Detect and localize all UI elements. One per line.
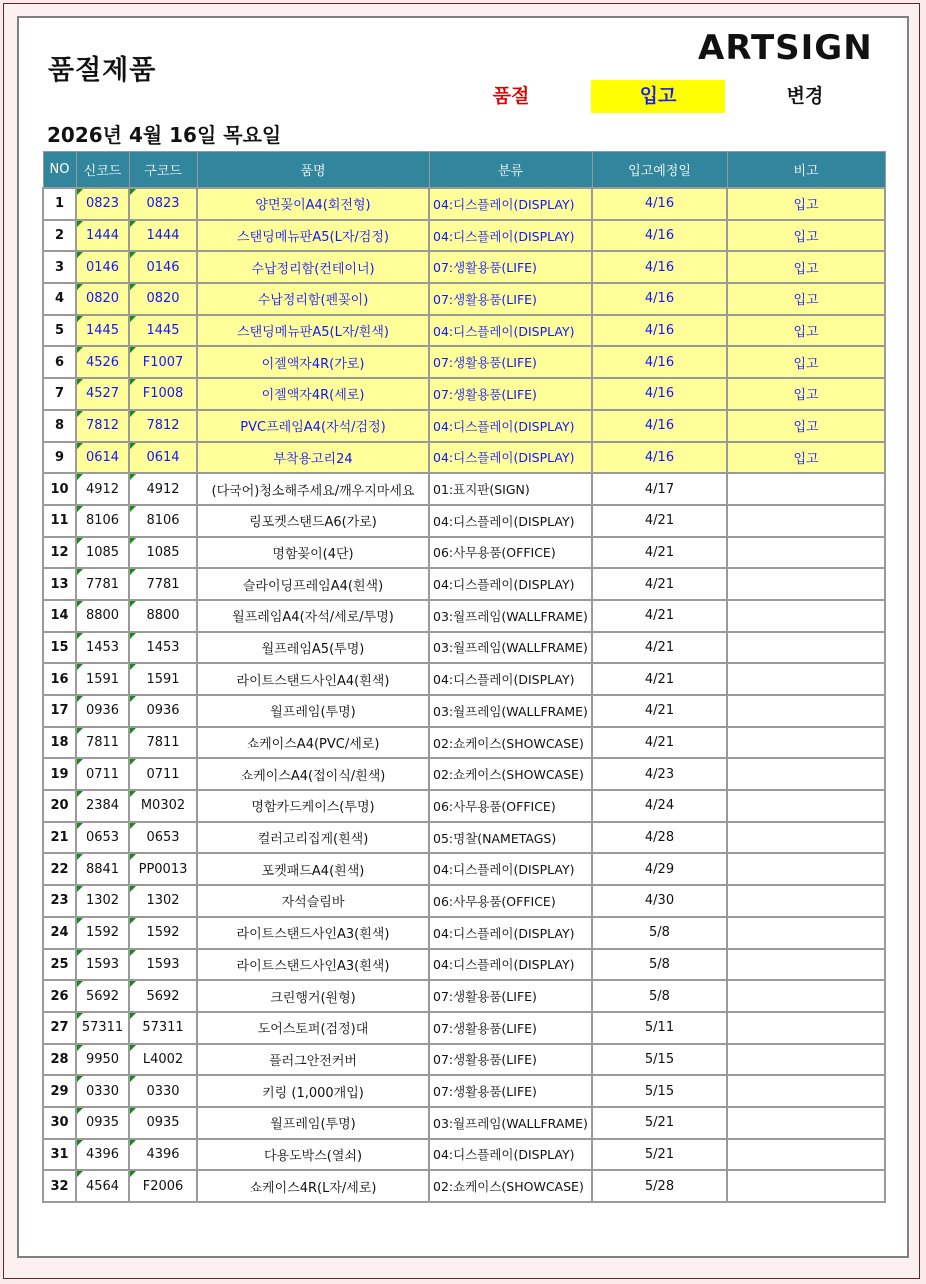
row-no-cell[interactable]: 31 (43, 1139, 76, 1171)
table-row (43, 980, 885, 1012)
row-old-code-cell[interactable]: 1085 (129, 537, 197, 569)
row-no-cell[interactable]: 24 (43, 917, 76, 949)
row-name-cell[interactable]: 수납정리함(펜꽂이) (197, 283, 429, 315)
row-name-cell[interactable]: 명함카드케이스(투명) (197, 790, 429, 822)
row-category-cell[interactable]: 04:디스플레이(DISPLAY) (429, 1139, 592, 1171)
row-name-cell[interactable]: 다용도박스(열쇠) (197, 1139, 429, 1171)
row-old-code-cell[interactable]: 1302 (129, 885, 197, 917)
table-row (43, 537, 885, 569)
table-row (43, 727, 885, 759)
row-no-cell[interactable]: 1 (43, 188, 76, 220)
row-name-cell[interactable]: 쇼케이스4R(L자/세로) (197, 1170, 429, 1202)
row-no-cell[interactable]: 20 (43, 790, 76, 822)
row-name-cell[interactable]: 월프레임(투명) (197, 1107, 429, 1139)
row-new-code-cell[interactable]: 2384 (76, 790, 129, 822)
row-name-cell[interactable]: 자석슬림바 (197, 885, 429, 917)
table-row (43, 220, 885, 252)
col-header-name[interactable]: 품명 (197, 152, 429, 189)
row-category-cell[interactable]: 04:디스플레이(DISPLAY) (429, 442, 592, 474)
row-date-cell[interactable]: 4/21 (592, 568, 727, 600)
row-old-code-cell[interactable]: 0146 (129, 251, 197, 283)
row-note-cell[interactable] (727, 949, 885, 981)
row-name-cell[interactable]: PVC프레임A4(자석/검정) (197, 410, 429, 442)
row-name-cell[interactable]: 컬러고리집게(흰색) (197, 822, 429, 854)
row-old-code-cell[interactable]: 5692 (129, 980, 197, 1012)
table-row (43, 283, 885, 315)
table-row (43, 1107, 885, 1139)
row-date-cell[interactable]: 4/21 (592, 632, 727, 664)
table-body (43, 188, 885, 1202)
row-date-cell[interactable]: 5/28 (592, 1170, 727, 1202)
table-row (43, 917, 885, 949)
row-category-cell[interactable]: 07:생활용품(LIFE) (429, 251, 592, 283)
table-row (43, 442, 885, 474)
table-row (43, 1170, 885, 1202)
row-note-cell[interactable] (727, 1012, 885, 1044)
row-category-cell[interactable]: 07:생활용품(LIFE) (429, 1044, 592, 1076)
row-date-cell[interactable]: 4/21 (592, 600, 727, 632)
row-category-cell[interactable]: 07:생활용품(LIFE) (429, 283, 592, 315)
row-note-cell[interactable] (727, 663, 885, 695)
row-name-cell[interactable]: 라이트스탠드사인A3(흰색) (197, 949, 429, 981)
row-date-cell[interactable]: 4/21 (592, 727, 727, 759)
row-note-cell[interactable] (727, 695, 885, 727)
col-header-new-code[interactable]: 신코드 (76, 152, 129, 189)
row-note-cell[interactable]: 입고 (727, 188, 885, 220)
row-note-cell[interactable] (727, 853, 885, 885)
table-row (43, 632, 885, 664)
row-new-code-cell[interactable]: 1591 (76, 663, 129, 695)
row-category-cell[interactable]: 02:쇼케이스(SHOWCASE) (429, 727, 592, 759)
row-new-code-cell[interactable]: 1085 (76, 537, 129, 569)
row-no-cell[interactable]: 18 (43, 727, 76, 759)
table-row (43, 790, 885, 822)
row-no-cell[interactable]: 6 (43, 346, 76, 378)
row-new-code-cell[interactable]: 0936 (76, 695, 129, 727)
row-note-cell[interactable] (727, 885, 885, 917)
row-new-code-cell[interactable]: 1592 (76, 917, 129, 949)
row-category-cell[interactable]: 04:디스플레이(DISPLAY) (429, 663, 592, 695)
row-new-code-cell[interactable]: 8800 (76, 600, 129, 632)
row-note-cell[interactable]: 입고 (727, 378, 885, 410)
row-new-code-cell[interactable]: 4526 (76, 346, 129, 378)
legend-change: 변경 (786, 85, 824, 107)
row-name-cell[interactable]: 이젤액자4R(세로) (197, 378, 429, 410)
row-note-cell[interactable] (727, 1170, 885, 1202)
row-old-code-cell[interactable]: 1592 (129, 917, 197, 949)
row-new-code-cell[interactable]: 57311 (76, 1012, 129, 1044)
row-date-cell[interactable]: 5/21 (592, 1107, 727, 1139)
row-note-cell[interactable] (727, 758, 885, 790)
row-new-code-cell[interactable]: 0820 (76, 283, 129, 315)
row-no-cell[interactable]: 22 (43, 853, 76, 885)
row-old-code-cell[interactable]: 7781 (129, 568, 197, 600)
table-row (43, 188, 885, 220)
row-old-code-cell[interactable]: 4396 (129, 1139, 197, 1171)
row-name-cell[interactable]: 월프레임A4(자석/세로/투명) (197, 600, 429, 632)
table-row (43, 885, 885, 917)
row-new-code-cell[interactable]: 9950 (76, 1044, 129, 1076)
table-row (43, 251, 885, 283)
legend-soldout: 품절 (492, 85, 530, 107)
row-name-cell[interactable]: 링포켓스탠드A6(가로) (197, 505, 429, 537)
row-no-cell[interactable]: 17 (43, 695, 76, 727)
col-header-category[interactable]: 분류 (429, 152, 592, 189)
row-note-cell[interactable] (727, 1075, 885, 1107)
row-no-cell[interactable]: 13 (43, 568, 76, 600)
row-new-code-cell[interactable]: 0614 (76, 442, 129, 474)
table-header-row (43, 152, 885, 189)
row-new-code-cell[interactable]: 4912 (76, 473, 129, 505)
row-no-cell[interactable]: 4 (43, 283, 76, 315)
row-new-code-cell[interactable]: 8106 (76, 505, 129, 537)
row-note-cell[interactable] (727, 600, 885, 632)
row-note-cell[interactable]: 입고 (727, 346, 885, 378)
row-category-cell[interactable]: 06:사무용품(OFFICE) (429, 790, 592, 822)
table-row (43, 695, 885, 727)
row-old-code-cell[interactable]: 8106 (129, 505, 197, 537)
row-category-cell[interactable]: 05:명찰(NAMETAGS) (429, 822, 592, 854)
brand-logo: ARTSIGN (698, 28, 873, 68)
row-old-code-cell[interactable]: 0936 (129, 695, 197, 727)
row-no-cell[interactable]: 15 (43, 632, 76, 664)
row-date-cell[interactable]: 5/8 (592, 949, 727, 981)
row-category-cell[interactable]: 07:생활용품(LIFE) (429, 1075, 592, 1107)
row-date-cell[interactable]: 4/16 (592, 315, 727, 347)
row-no-cell[interactable]: 23 (43, 885, 76, 917)
row-date-cell[interactable]: 4/16 (592, 188, 727, 220)
row-name-cell[interactable]: 월프레임A5(투명) (197, 632, 429, 664)
row-no-cell[interactable]: 25 (43, 949, 76, 981)
row-date-cell[interactable]: 4/29 (592, 853, 727, 885)
table-row (43, 758, 885, 790)
row-new-code-cell[interactable]: 0653 (76, 822, 129, 854)
row-old-code-cell[interactable]: PP0013 (129, 853, 197, 885)
table-row (43, 473, 885, 505)
table-row (43, 663, 885, 695)
row-date-cell[interactable]: 4/16 (592, 378, 727, 410)
row-date-cell[interactable]: 4/21 (592, 505, 727, 537)
row-new-code-cell[interactable]: 0146 (76, 251, 129, 283)
table-row (43, 410, 885, 442)
row-old-code-cell[interactable]: 7812 (129, 410, 197, 442)
row-no-cell[interactable]: 3 (43, 251, 76, 283)
row-category-cell[interactable]: 04:디스플레이(DISPLAY) (429, 917, 592, 949)
row-note-cell[interactable] (727, 537, 885, 569)
row-date-cell[interactable]: 4/21 (592, 695, 727, 727)
row-no-cell[interactable]: 7 (43, 378, 76, 410)
row-new-code-cell[interactable]: 0330 (76, 1075, 129, 1107)
row-no-cell[interactable]: 21 (43, 822, 76, 854)
row-name-cell[interactable]: 도어스토퍼(검정)대 (197, 1012, 429, 1044)
row-name-cell[interactable]: 쇼케이스A4(PVC/세로) (197, 727, 429, 759)
page-title: 품절제품 (48, 55, 157, 86)
row-note-cell[interactable] (727, 505, 885, 537)
row-date-cell[interactable]: 4/30 (592, 885, 727, 917)
row-no-cell[interactable]: 2 (43, 220, 76, 252)
row-note-cell[interactable]: 입고 (727, 410, 885, 442)
report-date: 2026년 4월 16일 목요일 (47, 123, 282, 147)
row-category-cell[interactable]: 03:월프레임(WALLFRAME) (429, 600, 592, 632)
row-name-cell[interactable]: 명함꽂이(4단) (197, 537, 429, 569)
row-old-code-cell[interactable]: L4002 (129, 1044, 197, 1076)
table-row (43, 1012, 885, 1044)
row-category-cell[interactable]: 04:디스플레이(DISPLAY) (429, 505, 592, 537)
row-old-code-cell[interactable]: 57311 (129, 1012, 197, 1044)
table-row (43, 568, 885, 600)
row-name-cell[interactable]: 포켓패드A4(흰색) (197, 853, 429, 885)
table-row (43, 600, 885, 632)
row-note-cell[interactable]: 입고 (727, 283, 885, 315)
row-note-cell[interactable] (727, 568, 885, 600)
row-category-cell[interactable]: 03:월프레임(WALLFRAME) (429, 632, 592, 664)
row-category-cell[interactable]: 04:디스플레이(DISPLAY) (429, 315, 592, 347)
row-note-cell[interactable] (727, 473, 885, 505)
row-date-cell[interactable]: 4/21 (592, 663, 727, 695)
row-name-cell[interactable]: (다국어)청소해주세요/깨우지마세요 (197, 473, 429, 505)
row-new-code-cell[interactable]: 1302 (76, 885, 129, 917)
row-date-cell[interactable]: 4/21 (592, 537, 727, 569)
row-name-cell[interactable]: 쇼케이스A4(접이식/흰색) (197, 758, 429, 790)
row-new-code-cell[interactable]: 0935 (76, 1107, 129, 1139)
row-name-cell[interactable]: 키링 (1,000개입) (197, 1075, 429, 1107)
row-date-cell[interactable]: 4/16 (592, 251, 727, 283)
row-no-cell[interactable]: 10 (43, 473, 76, 505)
row-new-code-cell[interactable]: 4396 (76, 1139, 129, 1171)
table-row (43, 1075, 885, 1107)
row-date-cell[interactable]: 4/23 (592, 758, 727, 790)
row-category-cell[interactable]: 04:디스플레이(DISPLAY) (429, 188, 592, 220)
row-old-code-cell[interactable]: 0823 (129, 188, 197, 220)
row-no-cell[interactable]: 16 (43, 663, 76, 695)
row-category-cell[interactable]: 07:생활용품(LIFE) (429, 378, 592, 410)
row-no-cell[interactable]: 19 (43, 758, 76, 790)
row-date-cell[interactable]: 5/11 (592, 1012, 727, 1044)
row-new-code-cell[interactable]: 4564 (76, 1170, 129, 1202)
row-new-code-cell[interactable]: 7812 (76, 410, 129, 442)
row-old-code-cell[interactable]: 0711 (129, 758, 197, 790)
row-no-cell[interactable]: 32 (43, 1170, 76, 1202)
row-name-cell[interactable]: 양면꽂이A4(회전형) (197, 188, 429, 220)
row-new-code-cell[interactable]: 0711 (76, 758, 129, 790)
row-date-cell[interactable]: 5/15 (592, 1075, 727, 1107)
row-date-cell[interactable]: 4/28 (592, 822, 727, 854)
row-category-cell[interactable]: 04:디스플레이(DISPLAY) (429, 568, 592, 600)
row-note-cell[interactable] (727, 1044, 885, 1076)
row-note-cell[interactable]: 입고 (727, 220, 885, 252)
row-date-cell[interactable]: 4/17 (592, 473, 727, 505)
row-date-cell[interactable]: 4/16 (592, 346, 727, 378)
row-category-cell[interactable]: 06:사무용품(OFFICE) (429, 537, 592, 569)
table-row (43, 346, 885, 378)
row-category-cell[interactable]: 01:표지판(SIGN) (429, 473, 592, 505)
row-no-cell[interactable]: 11 (43, 505, 76, 537)
row-note-cell[interactable] (727, 790, 885, 822)
product-table (42, 151, 886, 1203)
row-name-cell[interactable]: 수납정리함(컨테이너) (197, 251, 429, 283)
row-new-code-cell[interactable]: 1444 (76, 220, 129, 252)
row-name-cell[interactable]: 스탠딩메뉴판A5(L자/검정) (197, 220, 429, 252)
row-old-code-cell[interactable]: 7811 (129, 727, 197, 759)
row-date-cell[interactable]: 4/16 (592, 220, 727, 252)
row-note-cell[interactable] (727, 1139, 885, 1171)
row-new-code-cell[interactable]: 1445 (76, 315, 129, 347)
row-no-cell[interactable]: 30 (43, 1107, 76, 1139)
row-old-code-cell[interactable]: 8800 (129, 600, 197, 632)
row-new-code-cell[interactable]: 7811 (76, 727, 129, 759)
row-old-code-cell[interactable]: 0820 (129, 283, 197, 315)
row-old-code-cell[interactable]: 0330 (129, 1075, 197, 1107)
row-date-cell[interactable]: 5/8 (592, 980, 727, 1012)
col-header-old-code[interactable]: 구코드 (129, 152, 197, 189)
row-name-cell[interactable]: 라이트스탠드사인A4(흰색) (197, 663, 429, 695)
row-new-code-cell[interactable]: 4527 (76, 378, 129, 410)
row-old-code-cell[interactable]: M0302 (129, 790, 197, 822)
table-row (43, 378, 885, 410)
row-name-cell[interactable]: 슬라이딩프레임A4(흰색) (197, 568, 429, 600)
row-note-cell[interactable]: 입고 (727, 442, 885, 474)
row-date-cell[interactable]: 5/15 (592, 1044, 727, 1076)
row-note-cell[interactable] (727, 632, 885, 664)
row-old-code-cell[interactable]: 1593 (129, 949, 197, 981)
row-old-code-cell[interactable]: F1007 (129, 346, 197, 378)
row-name-cell[interactable]: 크린행거(원형) (197, 980, 429, 1012)
row-category-cell[interactable]: 02:쇼케이스(SHOWCASE) (429, 758, 592, 790)
row-note-cell[interactable]: 입고 (727, 251, 885, 283)
row-date-cell[interactable]: 4/16 (592, 283, 727, 315)
row-new-code-cell[interactable]: 1453 (76, 632, 129, 664)
row-date-cell[interactable]: 4/16 (592, 442, 727, 474)
row-category-cell[interactable]: 04:디스플레이(DISPLAY) (429, 220, 592, 252)
row-new-code-cell[interactable]: 0823 (76, 188, 129, 220)
row-no-cell[interactable]: 8 (43, 410, 76, 442)
row-note-cell[interactable] (727, 727, 885, 759)
row-name-cell[interactable]: 부착용고리24 (197, 442, 429, 474)
row-old-code-cell[interactable]: 0614 (129, 442, 197, 474)
row-new-code-cell[interactable]: 8841 (76, 853, 129, 885)
row-category-cell[interactable]: 07:생활용품(LIFE) (429, 980, 592, 1012)
row-category-cell[interactable]: 07:생활용품(LIFE) (429, 1012, 592, 1044)
row-name-cell[interactable]: 라이트스탠드사인A3(흰색) (197, 917, 429, 949)
row-date-cell[interactable]: 5/8 (592, 917, 727, 949)
row-note-cell[interactable] (727, 1107, 885, 1139)
row-no-cell[interactable]: 29 (43, 1075, 76, 1107)
row-no-cell[interactable]: 14 (43, 600, 76, 632)
row-old-code-cell[interactable]: 1591 (129, 663, 197, 695)
legend-instock: 입고 (591, 80, 725, 113)
row-note-cell[interactable] (727, 917, 885, 949)
row-category-cell[interactable]: 04:디스플레이(DISPLAY) (429, 853, 592, 885)
row-note-cell[interactable] (727, 980, 885, 1012)
row-name-cell[interactable]: 이젤액자4R(가로) (197, 346, 429, 378)
row-name-cell[interactable]: 플러그안전커버 (197, 1044, 429, 1076)
table-row (43, 315, 885, 347)
col-header-no[interactable]: NO (43, 152, 76, 189)
row-new-code-cell[interactable]: 7781 (76, 568, 129, 600)
row-no-cell[interactable]: 9 (43, 442, 76, 474)
row-no-cell[interactable]: 27 (43, 1012, 76, 1044)
row-new-code-cell[interactable]: 1593 (76, 949, 129, 981)
row-no-cell[interactable]: 26 (43, 980, 76, 1012)
table-row (43, 505, 885, 537)
row-old-code-cell[interactable]: F1008 (129, 378, 197, 410)
row-category-cell[interactable]: 03:월프레임(WALLFRAME) (429, 695, 592, 727)
row-old-code-cell[interactable]: 0653 (129, 822, 197, 854)
row-category-cell[interactable]: 04:디스플레이(DISPLAY) (429, 410, 592, 442)
row-note-cell[interactable]: 입고 (727, 315, 885, 347)
row-old-code-cell[interactable]: 0935 (129, 1107, 197, 1139)
row-category-cell[interactable]: 04:디스플레이(DISPLAY) (429, 949, 592, 981)
row-date-cell[interactable]: 4/24 (592, 790, 727, 822)
row-old-code-cell[interactable]: 1445 (129, 315, 197, 347)
row-old-code-cell[interactable]: 1453 (129, 632, 197, 664)
row-no-cell[interactable]: 12 (43, 537, 76, 569)
row-date-cell[interactable]: 5/21 (592, 1139, 727, 1171)
table-row (43, 822, 885, 854)
row-no-cell[interactable]: 28 (43, 1044, 76, 1076)
row-category-cell[interactable]: 02:쇼케이스(SHOWCASE) (429, 1170, 592, 1202)
table-row (43, 1139, 885, 1171)
row-date-cell[interactable]: 4/16 (592, 410, 727, 442)
row-new-code-cell[interactable]: 5692 (76, 980, 129, 1012)
row-name-cell[interactable]: 스탠딩메뉴판A5(L자/흰색) (197, 315, 429, 347)
row-note-cell[interactable] (727, 822, 885, 854)
row-category-cell[interactable]: 07:생활용품(LIFE) (429, 346, 592, 378)
col-header-note[interactable]: 비고 (727, 152, 885, 189)
table-row (43, 949, 885, 981)
row-no-cell[interactable]: 5 (43, 315, 76, 347)
row-old-code-cell[interactable]: F2006 (129, 1170, 197, 1202)
table-row (43, 1044, 885, 1076)
row-category-cell[interactable]: 03:월프레임(WALLFRAME) (429, 1107, 592, 1139)
row-name-cell[interactable]: 월프레임(투명) (197, 695, 429, 727)
row-old-code-cell[interactable]: 1444 (129, 220, 197, 252)
col-header-date[interactable]: 입고예정일 (592, 152, 727, 189)
table-row (43, 853, 885, 885)
row-old-code-cell[interactable]: 4912 (129, 473, 197, 505)
row-category-cell[interactable]: 06:사무용품(OFFICE) (429, 885, 592, 917)
